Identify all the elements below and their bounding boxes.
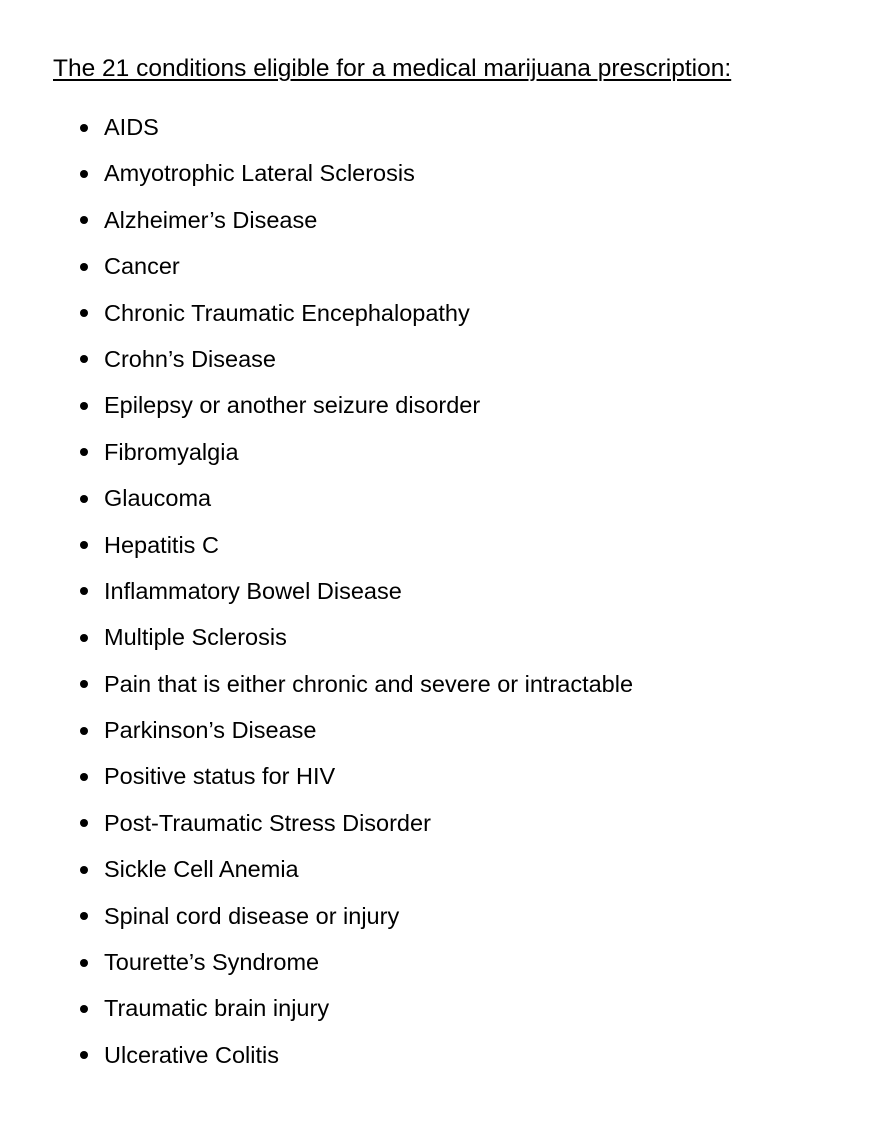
condition-label: Multiple Sclerosis xyxy=(104,624,287,651)
bullet-icon xyxy=(80,124,88,132)
bullet-icon xyxy=(80,587,88,595)
condition-label: Chronic Traumatic Encephalopathy xyxy=(104,299,470,326)
bullet-icon xyxy=(80,355,88,363)
condition-label: Crohn’s Disease xyxy=(104,345,276,372)
condition-label: Tourette’s Syndrome xyxy=(104,949,320,976)
bullet-icon xyxy=(80,912,88,920)
condition-label: Post-Traumatic Stress Disorder xyxy=(104,809,431,836)
condition-label: Positive status for HIV xyxy=(104,763,336,790)
bullet-icon xyxy=(80,819,88,827)
condition-label: Ulcerative Colitis xyxy=(104,1041,279,1068)
bullet-icon xyxy=(80,495,88,503)
bullet-icon xyxy=(80,309,88,317)
condition-label: Cancer xyxy=(104,253,180,280)
condition-label: Parkinson’s Disease xyxy=(104,717,317,744)
bullet-icon xyxy=(80,1005,88,1013)
page-title: The 21 conditions eligible for a medical marijuana prescription: xyxy=(53,55,732,82)
bullet-icon xyxy=(80,263,88,271)
bullet-icon xyxy=(80,448,88,456)
bullet-icon xyxy=(80,773,88,781)
condition-label: Spinal cord disease or injury xyxy=(104,902,400,929)
condition-label: Sickle Cell Anemia xyxy=(104,856,299,883)
condition-label: Fibromyalgia xyxy=(104,438,239,465)
condition-label: Amyotrophic Lateral Sclerosis xyxy=(104,160,415,187)
bullet-icon xyxy=(80,959,88,967)
bullet-icon xyxy=(80,866,88,874)
condition-label: AIDS xyxy=(104,114,159,140)
condition-label: Glaucoma xyxy=(104,485,212,512)
bullet-icon xyxy=(80,402,88,410)
bullet-icon xyxy=(80,1051,88,1059)
bullet-icon xyxy=(80,170,88,178)
condition-label: Traumatic brain injury xyxy=(104,995,330,1022)
condition-label: Hepatitis C xyxy=(104,531,219,558)
bullet-icon xyxy=(80,634,88,642)
condition-label: Alzheimer’s Disease xyxy=(104,206,318,233)
condition-label: Pain that is either chronic and severe or intractable xyxy=(104,670,634,697)
condition-label: Epilepsy or another seizure disorder xyxy=(104,392,481,419)
condition-label: Inflammatory Bowel Disease xyxy=(104,577,402,604)
bullet-icon xyxy=(80,541,88,549)
bullet-icon xyxy=(80,727,88,735)
bullet-icon xyxy=(80,680,88,688)
bullet-icon xyxy=(80,216,88,224)
